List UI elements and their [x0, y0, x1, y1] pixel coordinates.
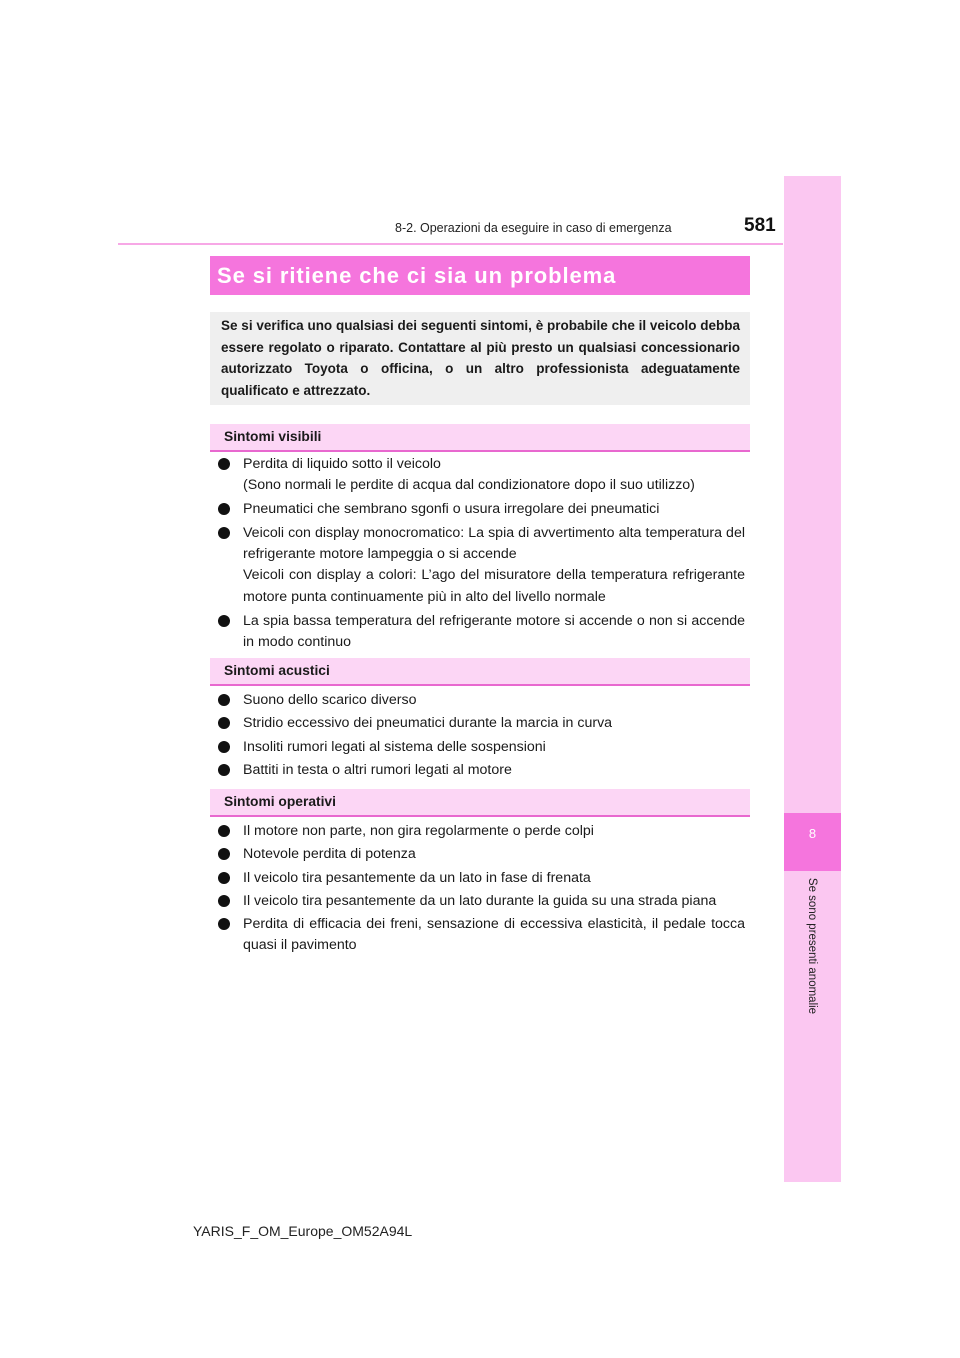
acoustic-symptoms-list [218, 690, 745, 781]
section-heading-text: Sintomi acustici [224, 663, 330, 678]
section-heading-acoustic [210, 658, 750, 686]
operational-symptoms-list [218, 821, 745, 957]
list-item [218, 737, 745, 758]
list-item-text: Il veicolo tira pesantemente da un lato in fase di frenata [243, 869, 591, 886]
list-item-text: Veicoli con display monocromatico: La spia di avvertimento alta temperatura del refrigerante motore lampeggia o si accende [243, 524, 745, 563]
list-item-text: Perdita di liquido sotto il veicolo [243, 456, 441, 472]
list-item [218, 690, 745, 711]
section-heading-text: Sintomi operativi [224, 794, 336, 809]
bullet-icon [218, 764, 230, 776]
bullet-icon [218, 615, 230, 627]
list-item-text: La spia bassa temperatura del refrigerante motore si accende o non si accende in modo continuo [243, 612, 745, 650]
list-item-text: (Sono normali le perdite di acqua dal condizionatore dopo il suo utilizzo) [243, 477, 695, 494]
bullet-icon [218, 895, 230, 907]
list-item-text: Battiti in testa o altri rumori legati al motore [243, 761, 512, 778]
list-item-text: Perdita di efficacia dei freni, sensazione di eccessiva elasticità, il pedale tocca quasi il pavimento [243, 916, 745, 954]
bullet-icon [218, 918, 230, 930]
list-item [218, 611, 745, 654]
bullet-icon [218, 717, 230, 729]
list-item [218, 868, 745, 889]
bullet-icon [218, 848, 230, 860]
chapter-label: Se sono presenti anomalie [806, 877, 818, 1015]
section-heading-text: Sintomi visibili [224, 429, 322, 444]
bullet-icon [218, 741, 230, 753]
bullet-icon [218, 503, 230, 515]
list-item-text: Insoliti rumori legati al sistema delle sospensioni [243, 738, 546, 755]
document-code-footer: YARIS_F_OM_Europe_OM52A94L [193, 1223, 413, 1239]
section-heading-operational [210, 789, 750, 817]
list-item [218, 844, 745, 865]
intro-text: Se si verifica uno qualsiasi dei seguenti sintomi, è probabile che il veicolo debba essere regolato o riparato. Contattare al più presto un qualsiasi concessionario autorizzato Toyota o officina, o un altro professionista adeguatamente qualificato e attrezzato. [221, 318, 740, 398]
list-item [218, 760, 745, 781]
list-item-text: Suono dello scarico diverso [243, 692, 417, 708]
list-item [218, 713, 745, 734]
list-item [218, 454, 745, 497]
bullet-icon [218, 872, 230, 884]
bullet-icon [218, 458, 230, 470]
bullet-icon [218, 825, 230, 837]
list-item-text: Il motore non parte, non gira regolarmente o perde colpi [243, 823, 594, 839]
list-item-text: Il veicolo tira pesantemente da un lato durante la guida su una strada piana [243, 892, 717, 909]
visible-symptoms-list [218, 454, 745, 653]
list-item-text: Notevole perdita di potenza [243, 846, 416, 863]
page-title: Se si ritiene che ci sia un problema [210, 256, 750, 295]
page-number: 581 [744, 215, 776, 236]
bullet-icon [218, 694, 230, 706]
bullet-icon [218, 527, 230, 539]
list-item [218, 914, 745, 957]
list-item-text: Pneumatici che sembrano sgonfi o usura irregolare dei pneumatici [243, 501, 660, 518]
list-item-text: Stridio eccessivo dei pneumatici durante la marcia in curva [243, 715, 613, 732]
list-item [218, 821, 745, 842]
list-item [218, 523, 745, 608]
header-divider [118, 243, 783, 245]
list-item [218, 499, 745, 520]
section-heading-visible [210, 424, 750, 452]
header-section-title: 8-2. Operazioni da eseguire in caso di emergenza [395, 221, 672, 235]
list-item-text: Veicoli con display a colori: L’ago del misuratore della temperatura refrigerante motore punta continuamente più in alto del livello normale [243, 567, 745, 605]
intro-box [210, 312, 750, 405]
list-item [218, 891, 745, 912]
chapter-number: 8 [808, 826, 817, 841]
